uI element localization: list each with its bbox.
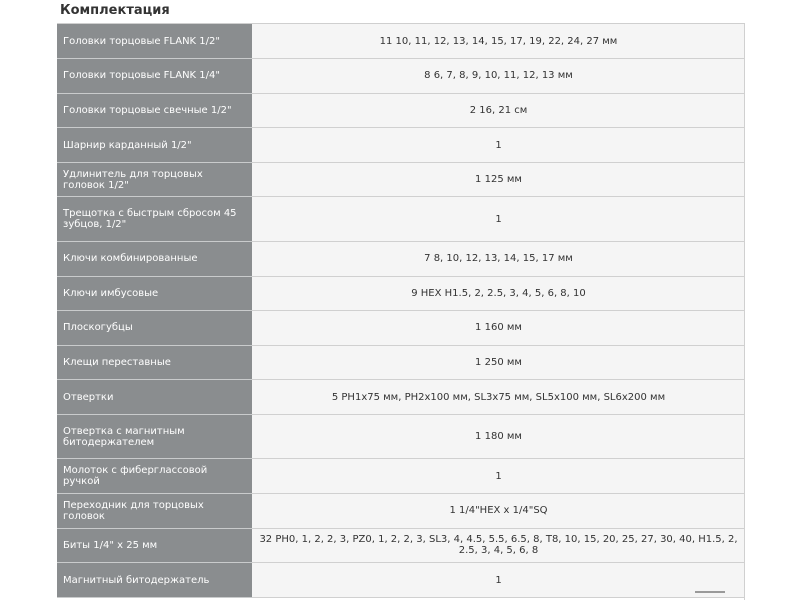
row-value: 1 160 мм <box>252 311 745 346</box>
row-label: Трещотка с быстрым сбросом 45 зубцов, 1/2" <box>57 197 252 242</box>
row-value: 8 6, 7, 8, 9, 10, 11, 12, 13 мм <box>252 59 745 94</box>
row-value: 1 <box>252 459 745 494</box>
specification-table <box>57 24 745 598</box>
row-label: Клещи переставные <box>57 345 252 380</box>
table-row <box>57 59 745 94</box>
table-row <box>57 528 745 563</box>
row-label: Головки торцовые FLANK 1/4" <box>57 59 252 94</box>
table-row <box>57 563 745 598</box>
section-title: Комплектация <box>57 0 745 24</box>
table-row <box>57 24 745 59</box>
table-row <box>57 414 745 459</box>
row-value: 7 8, 10, 12, 13, 14, 15, 17 мм <box>252 241 745 276</box>
row-label: Удлинитель для торцовых головок 1/2" <box>57 162 252 197</box>
table-row <box>57 380 745 415</box>
row-label: Шарнир карданный 1/2" <box>57 128 252 163</box>
row-value: 1 <box>252 563 745 598</box>
table-right-border <box>744 24 745 600</box>
row-label: Биты 1/4" x 25 мм <box>57 528 252 563</box>
table-row <box>57 459 745 494</box>
table-row <box>57 162 745 197</box>
row-value: 1 1/4"HEX x 1/4"SQ <box>252 494 745 529</box>
table-row <box>57 93 745 128</box>
row-label: Переходник для торцовых головок <box>57 494 252 529</box>
row-value: 2 16, 21 см <box>252 93 745 128</box>
row-value: 1 125 мм <box>252 162 745 197</box>
table-row <box>57 345 745 380</box>
row-label: Отвертки <box>57 380 252 415</box>
row-value: 11 10, 11, 12, 13, 14, 15, 17, 19, 22, 24, 27 мм <box>252 24 745 59</box>
row-label: Плоскогубцы <box>57 311 252 346</box>
table-row <box>57 494 745 529</box>
horizontal-scrollbar-thumb[interactable] <box>695 591 725 593</box>
table-row <box>57 128 745 163</box>
table-row <box>57 197 745 242</box>
row-label: Магнитный битодержатель <box>57 563 252 598</box>
table-row <box>57 276 745 311</box>
row-value: 1 180 мм <box>252 414 745 459</box>
row-value: 1 <box>252 197 745 242</box>
row-label: Ключи имбусовые <box>57 276 252 311</box>
row-value: 32 PH0, 1, 2, 2, 3, PZ0, 1, 2, 2, 3, SL3, 4, 4.5, 5.5, 6.5, 8, T8, 10, 15, 20, 25, 27, 30, 40, H1.5, 2, 2.5, 3, 4, 5, 6, 8 <box>252 528 745 563</box>
row-label: Головки торцовые FLANK 1/2" <box>57 24 252 59</box>
row-value: 9 HEX H1.5, 2, 2.5, 3, 4, 5, 6, 8, 10 <box>252 276 745 311</box>
row-value: 1 <box>252 128 745 163</box>
row-value: 5 PH1x75 мм, PH2x100 мм, SL3x75 мм, SL5x100 мм, SL6x200 мм <box>252 380 745 415</box>
table-row <box>57 311 745 346</box>
row-label: Отвертка с магнитным битодержателем <box>57 414 252 459</box>
table-row <box>57 241 745 276</box>
row-label: Молоток с фиберглассовой ручкой <box>57 459 252 494</box>
row-value: 1 250 мм <box>252 345 745 380</box>
row-label: Ключи комбинированные <box>57 241 252 276</box>
row-label: Головки торцовые свечные 1/2" <box>57 93 252 128</box>
